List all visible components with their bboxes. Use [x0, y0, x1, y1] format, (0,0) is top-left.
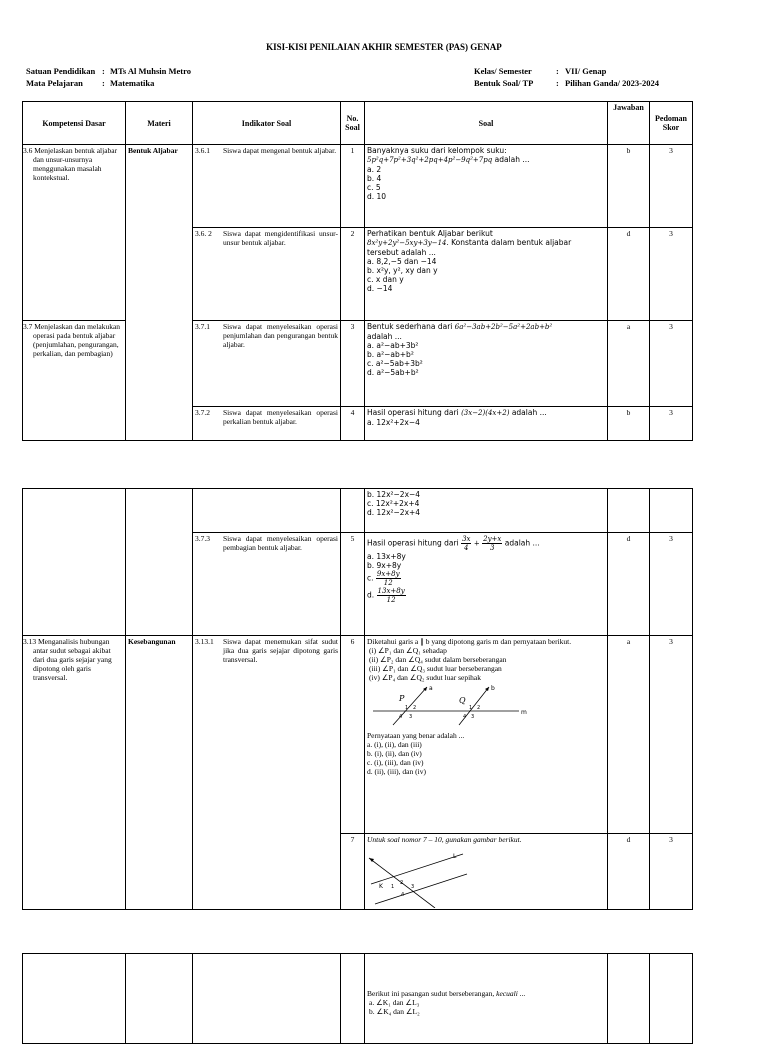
- header-indikator: Indikator Soal: [193, 102, 341, 145]
- angle-k1: 1: [391, 884, 395, 890]
- soal-text: Bentuk sederhana dari: [367, 322, 453, 331]
- soal-cell: [365, 321, 608, 407]
- indikator-number: 3.7.3: [195, 534, 210, 543]
- soal-text: Untuk soal nomor 7 – 10, gunakan gambar berikut.: [367, 835, 522, 844]
- statement: (iii) ∠P₁ dan ∠Q₃ sudut luar berseberangan: [369, 664, 502, 673]
- mapel-value: Matematika: [110, 78, 155, 88]
- fraction: [482, 535, 502, 552]
- fraction: [461, 535, 471, 552]
- numerator: 2y+x: [483, 535, 502, 543]
- denominator: 12: [383, 579, 393, 587]
- soal-number: [341, 954, 365, 1044]
- angle-p4: 4: [399, 714, 403, 720]
- soal-text: Hasil operasi hitung dari: [367, 538, 459, 548]
- option: b. x²y, y², xy dan y: [367, 266, 438, 275]
- numerator: 9x+8y: [376, 570, 400, 578]
- skor-cell: 3: [650, 228, 693, 321]
- angle-q2: 2: [477, 705, 481, 711]
- indikator-text: Siswa dapat mengenal bentuk aljabar.: [223, 146, 337, 155]
- soal-text: Pernyataan yang benar adalah ...: [367, 731, 465, 740]
- option: c. 5: [367, 183, 381, 192]
- indikator-cell: [193, 489, 341, 533]
- option: b. a²−ab+b²: [367, 350, 414, 359]
- header-no: No. Soal: [341, 102, 365, 145]
- kisi-table-3: [22, 953, 693, 1044]
- skor-cell: [650, 954, 693, 1044]
- label-b: b: [491, 685, 495, 692]
- indikator-number: 3.7.2: [195, 408, 210, 417]
- soal-number: 3: [341, 321, 365, 407]
- option: [367, 570, 605, 587]
- jawaban-cell: d: [608, 228, 650, 321]
- materi-cell: [126, 954, 193, 1044]
- satuan-value: MTs Al Muhsin Metro: [110, 66, 191, 76]
- kd-cell: 3.6 Menjelaskan bentuk aljabar dan unsur-unsurnya menggunakan masalah kontekstual.: [23, 145, 126, 321]
- skor-cell: 3: [650, 636, 693, 834]
- indikator-text: Siswa dapat menyelesaikan operasi perkalian bentuk aljabar.: [223, 408, 338, 426]
- kelas-value: VII/ Genap: [565, 66, 607, 76]
- math-expression: 5p²q+7p²+3q²+2pq+4p²−9q²+7pq: [367, 156, 493, 164]
- soal-number: 7: [341, 834, 365, 910]
- soal-text: adalah ...: [494, 155, 530, 164]
- indikator-text: Siswa dapat mengidentifikasi unsur-unsur bentuk aljabar.: [223, 229, 338, 247]
- kd-cell: [23, 489, 126, 636]
- indikator-number: 3.6.1: [195, 146, 210, 155]
- soal-text: Banyaknya suku dari kelompok suku:: [367, 146, 507, 155]
- soal-number: 4: [341, 407, 365, 441]
- indikator-text: Siswa dapat menemukan sifat sudut jika dua garis sejajar dipotong garis transversal.: [223, 637, 338, 664]
- angle-q3: 3: [471, 714, 475, 720]
- soal-cell: [365, 834, 608, 910]
- skor-cell: 3: [650, 533, 693, 636]
- option-letter: c.: [367, 573, 374, 583]
- indikator-number: 3.7.1: [195, 322, 210, 331]
- skor-cell: [650, 489, 693, 533]
- soal-cell: [365, 228, 608, 321]
- label-Q: Q: [459, 696, 466, 705]
- fraction: [377, 587, 406, 604]
- table-row: [23, 145, 693, 228]
- denominator: 12: [386, 596, 396, 604]
- kd-cell: 3.7 Menjelaskan dan melakukan operasi pada bentuk aljabar (penjumlahan, pengurangan, perkalian, dan pembagian): [23, 321, 126, 441]
- option: a. 8,2,−5 dan −14: [367, 257, 437, 266]
- skor-cell: 3: [650, 145, 693, 228]
- angle-q1: 1: [469, 705, 473, 711]
- angle-p1: 1: [405, 705, 409, 711]
- kd-cell: [23, 954, 126, 1044]
- document-title: KISI-KISI PENILAIAN AKHIR SEMESTER (PAS) GENAP: [266, 42, 502, 52]
- option: b. ∠K₄ dan ∠L₂: [369, 1007, 420, 1016]
- header-materi: Materi: [126, 102, 193, 145]
- label-P: P: [399, 694, 405, 703]
- soal-number: [341, 489, 365, 533]
- soal-cell: [365, 636, 608, 834]
- indikator-number: 3.13.1: [195, 637, 214, 646]
- jawaban-cell: d: [608, 834, 650, 910]
- fraction: [376, 570, 401, 587]
- soal-cell: [365, 533, 608, 636]
- option: d. −14: [367, 284, 393, 293]
- option: b. 12x²−2x−4: [367, 490, 421, 499]
- skor-cell: 3: [650, 321, 693, 407]
- jawaban-cell: b: [608, 407, 650, 441]
- option: a. 2: [367, 165, 382, 174]
- plus-sign: +: [473, 539, 480, 548]
- denominator: 4: [464, 544, 469, 552]
- soal-emphasis: kecuali: [496, 989, 518, 998]
- soal-cell: [365, 407, 608, 441]
- indikator-cell: [193, 954, 341, 1044]
- soal-text: adalah ...: [504, 538, 540, 548]
- soal-number: 5: [341, 533, 365, 636]
- table-row: [23, 489, 693, 533]
- soal-text: Diketahui garis a ∥ b yang dipotong garis m dan pernyataan berikut.: [367, 637, 572, 646]
- soal-text: Perhatikan bentuk Aljabar berikut: [367, 229, 493, 238]
- sep: :: [556, 78, 559, 88]
- jawaban-cell: a: [608, 636, 650, 834]
- sep: :: [556, 66, 559, 76]
- label-K: K: [379, 883, 383, 890]
- angle-q4: 4: [463, 714, 467, 720]
- jawaban-cell: a: [608, 321, 650, 407]
- soal-number: 1: [341, 145, 365, 228]
- option: c. x dan y: [367, 275, 404, 284]
- statement: (i) ∠P₁ dan ∠Q₁ sehadap: [369, 646, 447, 655]
- kelas-label: Kelas/ Semester: [474, 66, 532, 76]
- option: d. (ii), (iii), dan (iv): [367, 767, 426, 776]
- soal-text: Hasil operasi hitung dari: [367, 408, 459, 417]
- info-left: [26, 65, 191, 89]
- materi-cell: Bentuk Aljabar: [126, 145, 193, 441]
- jawaban-cell: d: [608, 533, 650, 636]
- table-row: [23, 954, 693, 1044]
- bentuk-value: Pilihan Ganda/ 2023-2024: [565, 78, 659, 88]
- math-expression: 6a²−3ab+2b²−5a²+2ab+b²: [454, 323, 553, 331]
- math-expression: (3x−2)(4x+2): [461, 409, 510, 417]
- indikator-text: Siswa dapat menyelesaikan operasi penjumlahan dan pengurangan bentuk aljabar.: [223, 322, 338, 349]
- option-letter: d.: [367, 590, 375, 600]
- sep: :: [102, 78, 105, 88]
- angle-k3: 3: [411, 884, 415, 890]
- table-row: [23, 636, 693, 834]
- denominator: 3: [490, 544, 495, 552]
- option: b. 4: [367, 174, 382, 183]
- soal-text: Berikut ini pasangan sudut berseberangan,: [367, 989, 495, 998]
- option: a. 13x+8y: [367, 552, 406, 561]
- label-L: L: [453, 853, 457, 860]
- option: a. ∠K₁ dan ∠L₃: [369, 998, 420, 1007]
- kd-cell: 3.13 Menganalisis hubungan antar sudut sebagai akibat dari dua garis sejajar yang dipotong oleh garis transversal.: [23, 636, 126, 910]
- jawaban-cell: [608, 954, 650, 1044]
- option: b. (i), (ii), dan (iv): [367, 749, 422, 758]
- kisi-table-2: [22, 488, 693, 910]
- statement: (iv) ∠P₄ dan ∠Q₂ sudut luar sepihak: [369, 673, 481, 682]
- bentuk-label: Bentuk Soal/ TP: [474, 78, 534, 88]
- soal-number: 6: [341, 636, 365, 834]
- kisi-table-1: [22, 101, 693, 441]
- soal-text: adalah ...: [367, 332, 402, 341]
- parallel-lines-figure: [371, 683, 531, 729]
- skor-cell: 3: [650, 407, 693, 441]
- option: d. a²−5ab+b²: [367, 368, 419, 377]
- jawaban-cell: b: [608, 145, 650, 228]
- soal-text: adalah ...: [511, 408, 547, 417]
- angle-p2: 2: [413, 705, 417, 711]
- arrow-b: [485, 687, 489, 691]
- indikator-text: Siswa dapat menyelesaikan operasi pembagian bentuk aljabar.: [223, 534, 338, 552]
- header-kd: Kompetensi Dasar: [23, 102, 126, 145]
- sep: :: [102, 66, 105, 76]
- angle-k2: 2: [400, 880, 404, 886]
- soal-cell: [365, 145, 608, 228]
- soal-number: 2: [341, 228, 365, 321]
- option: a. 12x²+2x−4: [367, 418, 420, 427]
- satuan-label: Satuan Pendidikan: [26, 66, 96, 76]
- indikator-number: 3.6. 2: [195, 229, 212, 238]
- materi-cell: [126, 489, 193, 636]
- soal-cell: [365, 954, 608, 1044]
- header-soal: Soal: [365, 102, 608, 145]
- header-skor: Pedoman Skor: [650, 102, 693, 145]
- option: [367, 587, 605, 604]
- materi-cell: Kesebangunan: [126, 636, 193, 910]
- label-m: m: [521, 709, 527, 716]
- statement: (ii) ∠P₂ dan ∠Q₄ sudut dalam berseberangan: [369, 655, 507, 664]
- skor-cell: 3: [650, 834, 693, 910]
- soal-cell: [365, 489, 608, 533]
- option: c. (i), (iii), dan (iv): [367, 758, 424, 767]
- label-a: a: [429, 685, 433, 692]
- mapel-label: Mata Pelajaran: [26, 78, 83, 88]
- soal-text: ...: [519, 989, 526, 998]
- transversal-figure: [367, 846, 477, 908]
- info-right: [474, 65, 659, 89]
- option: d. 10: [367, 192, 387, 201]
- option: b. 9x+8y: [367, 561, 402, 570]
- jawaban-cell: [608, 489, 650, 533]
- option: c. a²−5ab+3b²: [367, 359, 423, 368]
- table-row: [23, 321, 693, 407]
- angle-p3: 3: [409, 714, 413, 720]
- option: a. a²−ab+3b²: [367, 341, 419, 350]
- option: d. 12x²−2x+4: [367, 508, 421, 517]
- math-expression: 8x²y+2y²−5xy+3y−14.: [367, 239, 449, 247]
- numerator: 13x+8y: [377, 587, 405, 595]
- numerator: 3x: [462, 535, 471, 543]
- option: a. (i), (ii), dan (iii): [367, 740, 422, 749]
- header-jawaban: Jawaban: [608, 102, 650, 145]
- angle-k4: 4: [401, 892, 405, 898]
- option: c. 12x²+2x+4: [367, 499, 420, 508]
- soal-text: Konstanta dalam bentuk aljabar tersebut adalah ...: [367, 238, 572, 257]
